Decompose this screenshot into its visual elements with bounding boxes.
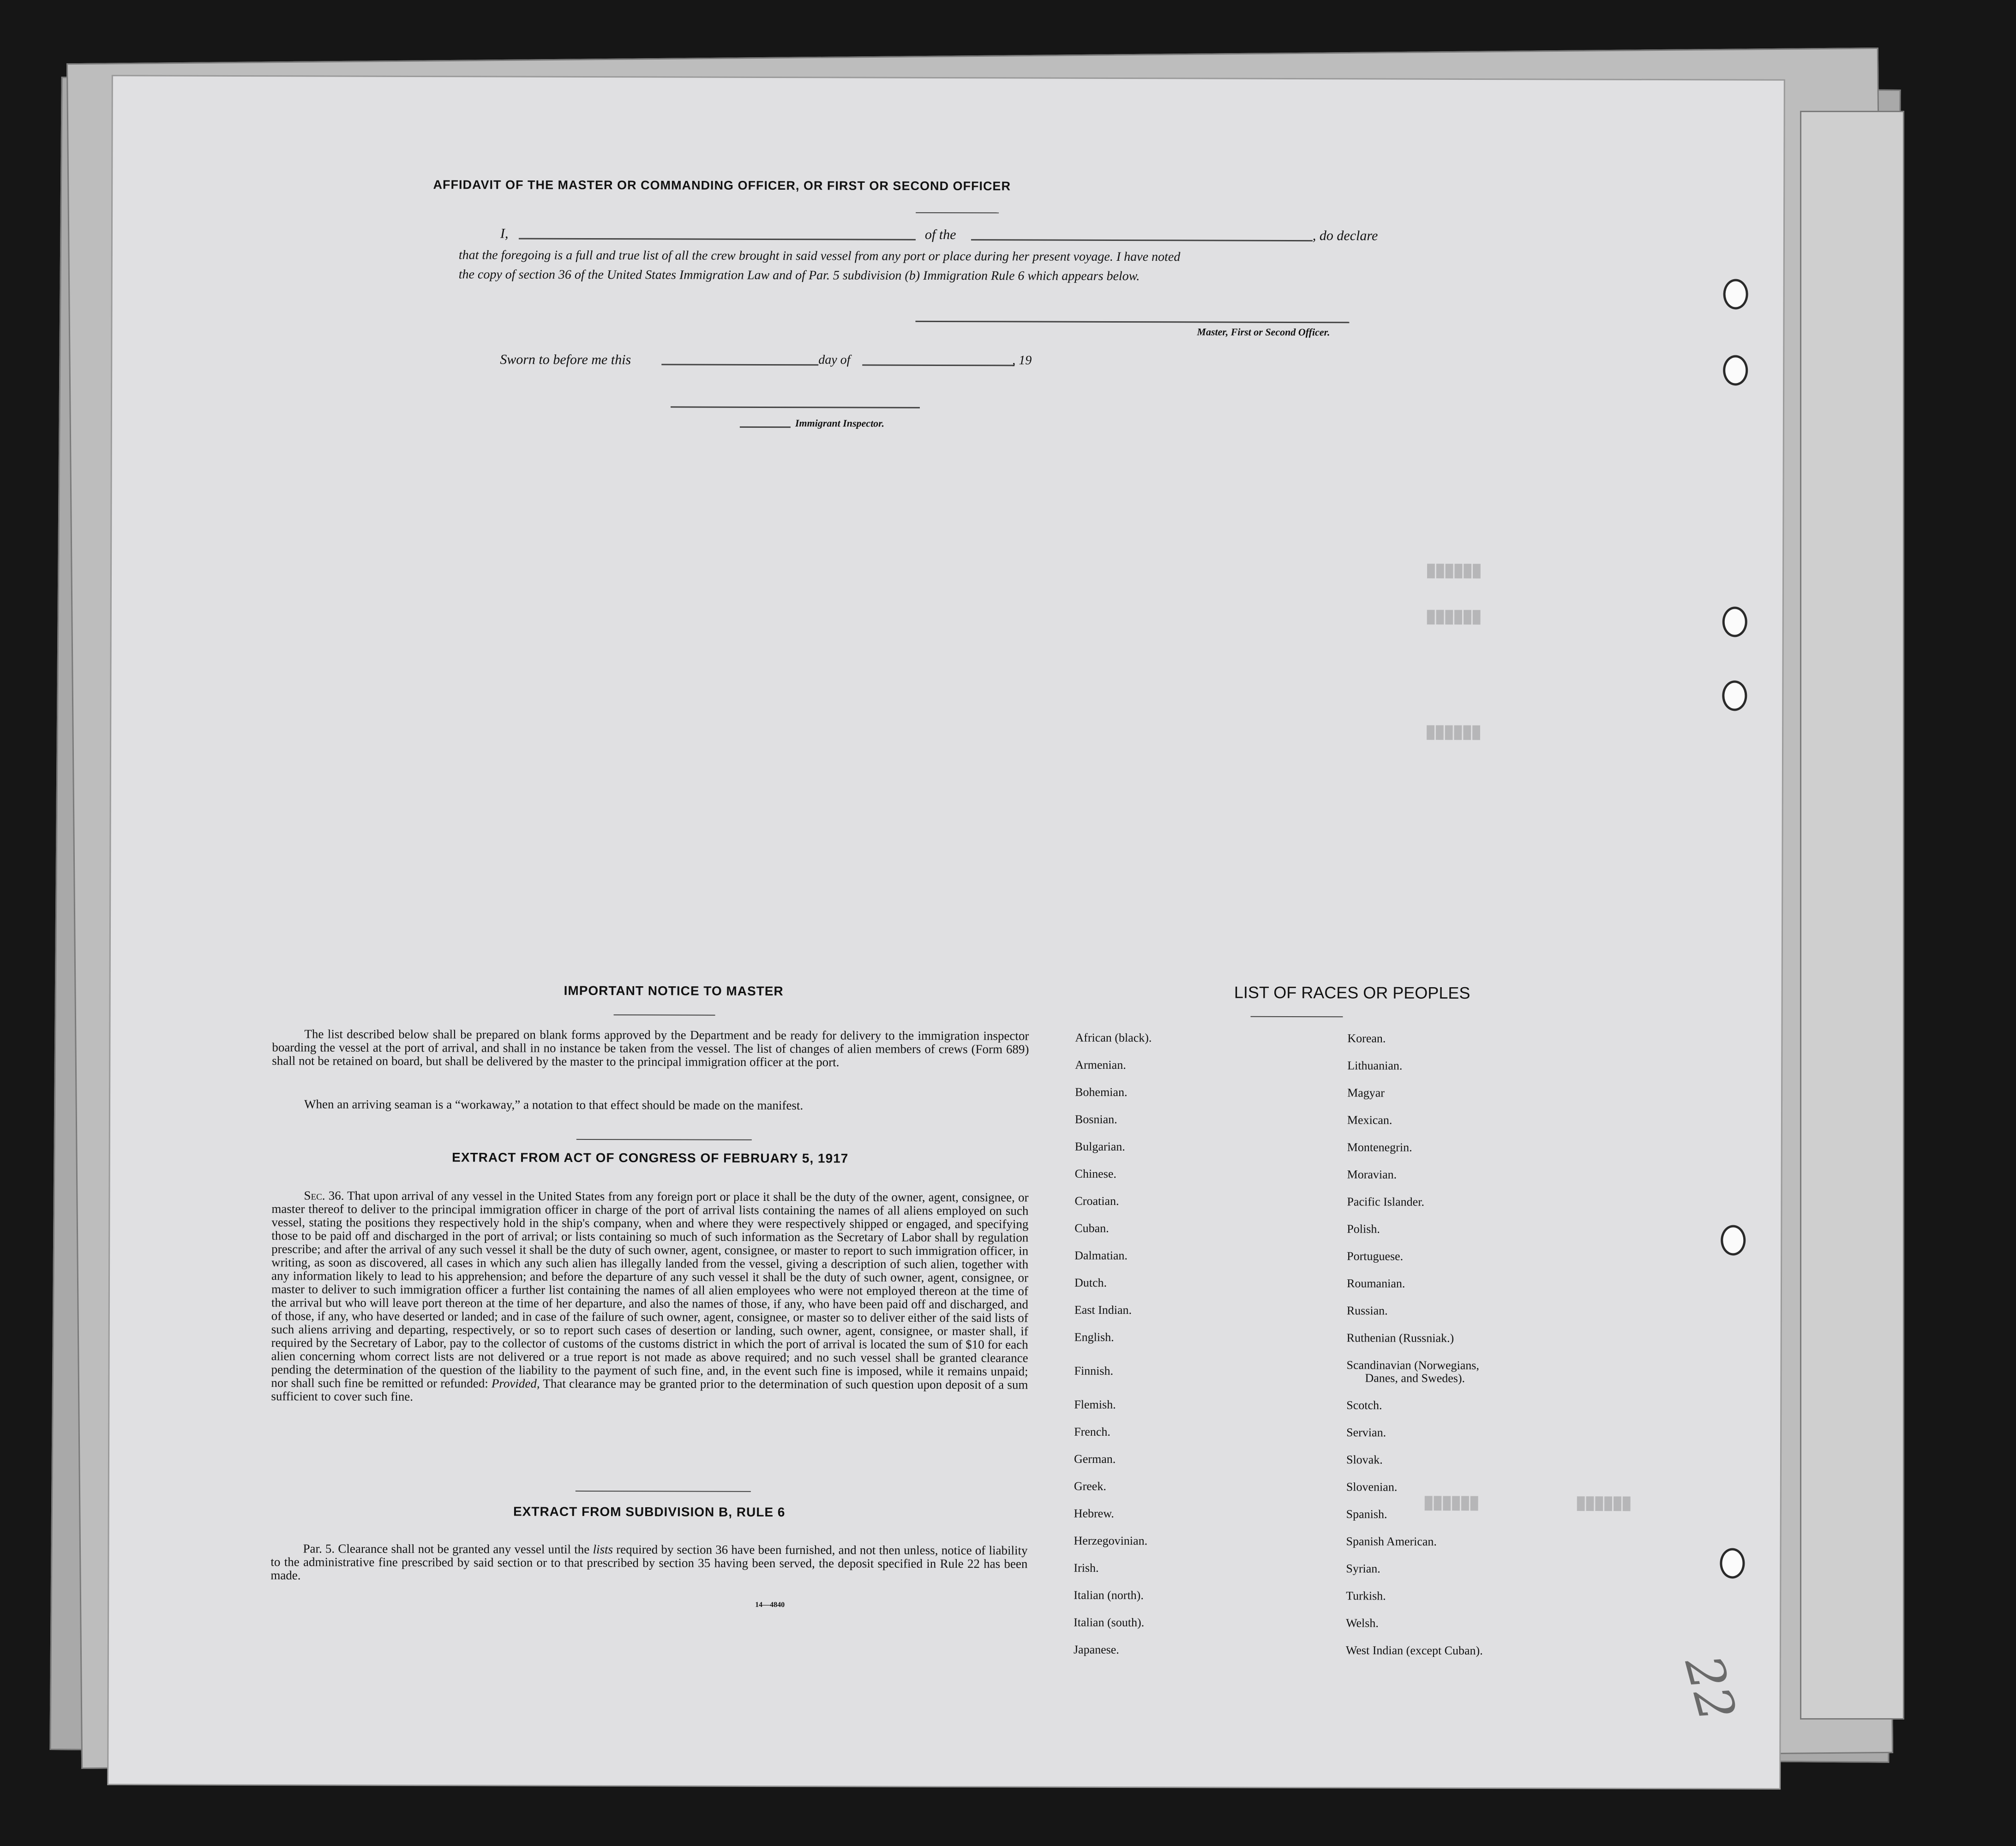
document-page: ██████ ██████ ██████ ██████ ██████ AFFIDAVIT OF THE MASTER OR COMMANDING OFFICER, OR FIRST OR SECOND OFFICER I, of the , do declare that the foregoing is a full and true list of all the crew brought in said vessel from any port or place during her present voyage. I have noted the copy of section 36 of the United States Immigration Law and of Par. 5 subdivision (b) Immigration Rule 6 which appears below. Master, First or Second Officer. Sworn to before me this day of , 19 Immigrant Inspector. IMPORTANT NOTICE TO MASTER The list described below shall be prepared on blank forms approved by the Department and be ready for delivery to the immigration inspector boarding the vessel at the port of arrival, and shall in no instance be taken from the vessel. The list of changes of alien members of crews (Form 689) shall not be retained on board, but shall be delivered by the master to the principal immigration officer at the port. When an arriving seaman is a “workaway,” a notation to that effect should be made on the manifest. EXTRACT FROM ACT OF CONGRESS OF FEBRUARY 5, 1917 Sec. 36. That upon arrival of any vessel in the United States from any foreign port or place it shall be the duty of the owner, agent, consignee, or master thereof to deliver to the principal immigration officer in charge of the port of arrival lists containing the names of all aliens employed on such vessel, stating the positions they respectively hold in the ship's company, when and where they were respectively shipped or engaged, and specifying those to be paid off and discharged in the port of arrival; or lists containing so much of such information as the Secretary of Labor shall by regulation prescribe; and after the arrival of any such vessel it shall be the duty of such owner, agent, consignee, or master to report to such immigration officer, in writing, as soon as discovered, all cases in which any such alien has illegally landed from the vessel, giving a description of such alien, together with any information likely to lead to his apprehension; and before the departure of any such vessel it shall be the duty of such owner, agent, consignee, or master to deliver to such immigration officer a further list containing the names of all alien employees who were not employed thereon at the time of the arrival but who will leave port thereon at the time of her departure, and also the names of those, if any, who have been paid off and discharged, and of those, if any, who have deserted or landed; and in case of the failure of such owner, agent, consignee, or master so to deliver either of the said lists of such aliens arriving and departing, respectively, or so to report such cases of desertion or landing, such owner, agent, consignee, or master shall, if required by the Secretary of Labor, pay to the collector of customs of the customs district in which the port of arrival is located the sum of $10 for each alien concerning whom correct lists are not delivered or a true report is not made as above required; and no such vessel shall be granted clearance pending the determination of the question of the liability to the payment of such fine, and, in the event such fine is imposed, while it remains unpaid; nor shall such fine be remitted or refunded: Provided, That clearance may be granted prior to the determination of such question upon deposit of a sum sufficient to cover such fine. EXTRACT FROM SUBDIVISION B, RULE 6 Par. 5. Clearance shall not be granted any vessel until the lists required by section 36 have been furnished, and not then unless, notice of liability to the administrative fine prescribed by said section or to that prescribed by section 35 having been served, the deposit specified in Rule 22 has been made. 14—4840 LIST OF RACES OR PEOPLES African (black). Armenian. Bohemian. Bosnian. Bulgarian. Chinese. Croatian. Cuban. Dalmatian. Dutch. East Indian. English. Finnish. Flemish. French. German. Greek. Hebrew. Herzegovinian. Irish. Italian (north). Italian (south). Japanese. Korean. Lithuanian. Magyar Mexican. Montenegrin. Moravian. Pacific Islander. Polish. Portuguese. Roumanian. Russian. Ruthenian (Russniak.) Scandinavian (Norwegians, Danes, and Swedes). Scotch. Servian. Slovak. Slovenian. Spanish. Spanish American. Syrian. Turkish. Welsh. West Indian (except Cuban). 22: [108, 76, 1784, 1788]
punch-hole: [1723, 355, 1748, 385]
year-prefix: , 19: [1012, 353, 1032, 368]
race-item: Japanese.: [1073, 1642, 1119, 1656]
race-item: Ruthenian (Russniak.): [1346, 1331, 1454, 1345]
signature-label: Master, First or Second Officer.: [1197, 326, 1330, 338]
race-item: Bohemian.: [1075, 1085, 1128, 1099]
race-item: Danes, and Swedes).: [1365, 1371, 1465, 1385]
punch-hole: [1721, 1225, 1746, 1255]
affidavit-title: AFFIDAVIT OF THE MASTER OR COMMANDING OFFICER, OR FIRST OR SECOND OFFICER: [433, 178, 1011, 193]
race-item: Bosnian.: [1074, 1112, 1117, 1126]
race-item: Armenian.: [1075, 1058, 1126, 1072]
race-item: Scotch.: [1346, 1398, 1382, 1412]
race-item: Welsh.: [1346, 1616, 1379, 1630]
section-label: Sec. 36.: [304, 1188, 344, 1203]
divider: [1251, 1016, 1343, 1018]
race-item: Herzegovinian.: [1074, 1534, 1148, 1548]
race-item: Scandinavian (Norwegians,: [1346, 1358, 1479, 1373]
background-sheet-edge: [1800, 111, 1904, 1720]
race-item: Cuban.: [1074, 1221, 1109, 1235]
vessel-blank-line: [971, 239, 1313, 241]
race-item: German.: [1074, 1452, 1116, 1466]
race-item: Mexican.: [1347, 1113, 1392, 1127]
punch-hole: [1722, 606, 1747, 637]
race-item: English.: [1074, 1330, 1114, 1344]
punch-hole: [1722, 680, 1747, 711]
race-item: Dutch.: [1074, 1276, 1107, 1289]
race-item: Moravian.: [1347, 1168, 1397, 1181]
race-item: Finnish.: [1074, 1364, 1114, 1378]
race-item: Italian (north).: [1074, 1588, 1144, 1602]
race-item: African (black).: [1075, 1031, 1152, 1045]
extract-act-body: Sec. 36. That upon arrival of any vessel in the United States from any foreign port or place it shall be the duty of the owner, agent, consignee, or master thereof to deliver to the principal immigration officer in charge of the port of arrival lists containing the names of all aliens employed on such vessel, stating the positions they respectively hold in the ship's company, when and where they were respectively shipped or engaged, and specifying those to be paid off and discharged in the port of arrival; or lists containing so much of such information as the Secretary of Labor shall by regulation prescribe; and after the arrival of any such vessel it shall be the duty of such owner, agent, consignee, or master to report to such immigration officer, in writing, as soon as discovered, all cases in which any such alien has illegally landed from the vessel, giving a description of such alien, together with any information likely to lead to his apprehension; and before the departure of any such vessel it shall be the duty of such owner, agent, consignee, or master to deliver to such immigration officer a further list containing the names of all alien employees who were not employed thereon at the time of the arrival but who will leave port thereon at the time of her departure, and also the names of those, if any, who have been paid off and discharged, and of those, if any, who have deserted or landed; and in case of the failure of such owner, agent, consignee, or master so to deliver either of the said lists of such aliens arriving and departing, respectively, or so to report such cases of desertion or landing, such owner, agent, consignee, or master shall, if required by the Secretary of Labor, pay to the collector of customs of the customs district in which the port of arrival is located the sum of $10 for each alien concerning whom correct lists are not delivered or a true report is not made as above required; and no such vessel shall be granted clearance pending the determination of the question of the liability to the payment of such fine, and, in the event such fine is imposed, while it remains unpaid; nor shall such fine be remitted or refunded: Provided, That clearance may be granted prior to the determination of such question upon deposit of a sum sufficient to cover such fine.: [271, 1188, 1029, 1403]
affidavit-do-declare: , do declare: [1312, 228, 1378, 244]
punch-hole: [1723, 279, 1748, 309]
notice-paragraph-1: The list described below shall be prepared on blank forms approved by the Department and be ready for delivery to the immigration inspector boarding the vessel at the port of arrival, and shall in no instance be taken from the vessel. The list of changes of alien members of crews (Form 689) shall not be retained on board, but shall be delivered by the master to the principal immigration officer at the port.: [272, 1027, 1029, 1069]
race-item: Turkish.: [1346, 1589, 1386, 1603]
inspector-label: Immigrant Inspector.: [795, 417, 885, 429]
race-item: Magyar: [1347, 1086, 1385, 1100]
race-item: Servian.: [1346, 1426, 1386, 1439]
sworn-label: Sworn to before me this: [500, 352, 631, 368]
race-item: Lithuanian.: [1347, 1059, 1403, 1073]
race-item: Italian (south).: [1074, 1615, 1145, 1630]
race-item: West Indian (except Cuban).: [1345, 1643, 1483, 1658]
race-item: Syrian.: [1346, 1562, 1380, 1576]
race-item: Portuguese.: [1347, 1249, 1404, 1263]
race-item: Flemish.: [1074, 1397, 1116, 1411]
divider: [916, 212, 999, 213]
race-item: Croatian.: [1074, 1194, 1119, 1208]
day-blank-line: [661, 364, 818, 366]
race-item: Polish.: [1347, 1222, 1380, 1236]
extract-rule-title: EXTRACT FROM SUBDIVISION B, RULE 6: [513, 1504, 786, 1520]
divider: [576, 1139, 752, 1140]
race-item: Greek.: [1074, 1479, 1106, 1493]
race-item: East Indian.: [1074, 1303, 1132, 1317]
extract-rule-body: Par. 5. Clearance shall not be granted any vessel until the lists required by section 36 have been furnished, and not then unless, notice of liability to the administrative fine prescribed by said section or to that prescribed by section 35 having been served, the deposit specified in Rule 22 has been made.: [270, 1541, 1028, 1582]
race-item: Spanish.: [1346, 1507, 1387, 1521]
race-item: Korean.: [1347, 1031, 1386, 1045]
divider: [614, 1014, 715, 1016]
month-blank-line: [862, 365, 1014, 366]
race-item: Slovenian.: [1346, 1480, 1398, 1494]
race-item: Bulgarian.: [1074, 1139, 1125, 1154]
signature-line: [915, 321, 1349, 323]
notice-paragraph-2: When an arriving seaman is a “workaway,” a notation to that effect should be made on the manifest.: [304, 1097, 804, 1113]
inspector-lead-line: [740, 426, 791, 428]
affidavit-line-2: that the foregoing is a full and true list of all the crew brought in said vessel from any port or place during her present voyage. I have noted: [458, 248, 1181, 264]
race-item: Dalmatian.: [1074, 1248, 1128, 1263]
race-item: Montenegrin.: [1347, 1140, 1412, 1154]
punch-hole: [1720, 1548, 1745, 1578]
race-item: Hebrew.: [1074, 1506, 1114, 1520]
affidavit-i-label: I,: [500, 226, 509, 241]
race-item: Slovak.: [1346, 1453, 1383, 1467]
day-of-label: day of: [818, 353, 851, 367]
affidavit-line-3: the copy of section 36 of the United States Immigration Law and of Par. 5 subdivision (b) Immigration Rule 6 which appears below.: [458, 267, 1140, 284]
race-item: Irish.: [1074, 1561, 1099, 1575]
extract-act-title: EXTRACT FROM ACT OF CONGRESS OF FEBRUARY 5, 1917: [452, 1150, 849, 1166]
race-item: Chinese.: [1074, 1167, 1116, 1181]
race-item: Russian.: [1346, 1304, 1388, 1318]
name-blank-line: [519, 238, 916, 240]
inspector-signature-line: [671, 406, 920, 408]
race-item: French.: [1074, 1425, 1110, 1438]
race-item: Pacific Islander.: [1347, 1195, 1425, 1209]
divider: [576, 1491, 751, 1492]
races-title: LIST OF RACES OR PEOPLES: [1234, 983, 1470, 1002]
handwritten-page-number: 22: [1673, 1649, 1747, 1727]
notice-title: IMPORTANT NOTICE TO MASTER: [564, 983, 784, 999]
race-item: Spanish American.: [1346, 1534, 1437, 1548]
race-item: Roumanian.: [1346, 1277, 1405, 1290]
affidavit-of-the: of the: [924, 227, 956, 243]
form-number: 14—4840: [755, 1600, 785, 1609]
